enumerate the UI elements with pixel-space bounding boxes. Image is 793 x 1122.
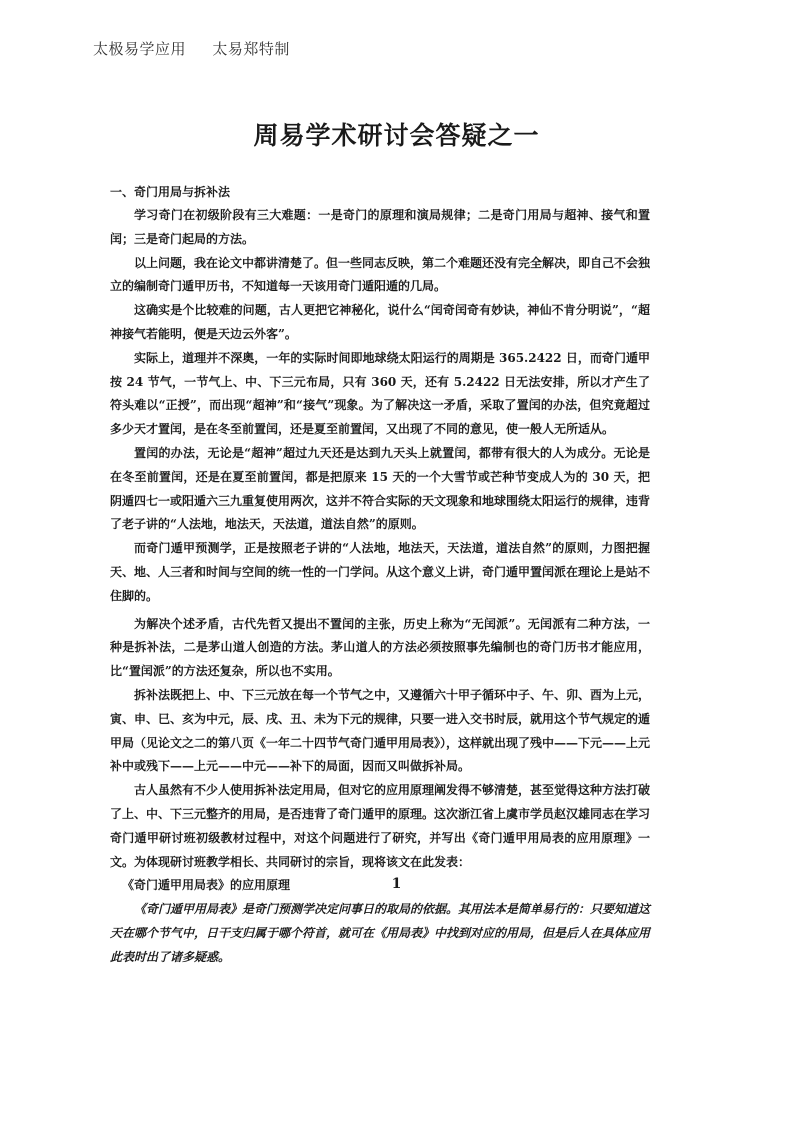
header-note-right: 太易郑特制 (212, 40, 290, 58)
quote-paragraph: 《奇门遁甲用局表》是奇门预测学决定问事日的取局的依据。其用法本是简单易行的：只要知道这天在哪个节气中，日干支归属于哪个符首，就可在《用局表》中找到对应的用局，但是后人在具体应用此表时出了诸多疑惑。 (110, 902, 651, 964)
paragraph-4: 实际上，道理并不深奥，一年的实际时间即地球绕太阳运行的周期是 365.2422 日，而奇门遁甲按 24 节气，一节气上、中、下三元布局，只有 360 天，还有 5.2422 日无法安排，所以才产生了符头难以“正授”，而出现“超神”和“接气”现象。为了解决这一矛盾，采取了置闰的办法，但究竟超过多少天才置闰，是在冬至前置闰，还是夏至前置闰，又出现了不同的意见，使一般人无所适从。 (110, 350, 650, 437)
paragraph-1: 学习奇门在初级阶段有三大难题：一是奇门的原理和演局规律；二是奇门用局与超神、接气和置闰；三是奇门起局的方法。 (110, 208, 650, 246)
subheading: 《奇门遁甲用局表》的应用原理 (122, 878, 291, 893)
paragraph-9: 古人虽然有不少人使用拆补法定用局，但对它的应用原理阐发得不够清楚，甚至觉得这种方法打破了上、中、下三元整齐的用局，是否违背了奇门遁甲的原理。这次浙江省上虞市学员赵汉雄同志在学习奇门遁甲研讨班初级教材过程中，对这个问题进行了研究，并写出《奇门遁甲用局表的应用原理》一文。为体现研讨班教学相长、共同研讨的宗旨，现将该文在此发表： (110, 783, 651, 869)
page-number: 1 (391, 876, 402, 892)
paragraph-6: 而奇门遁甲预测学，正是按照老子讲的“人法地，地法天，天法道，道法自然”的原则，力图把握天、地、人三者和时间与空间的统一性的一门学问。从这个意义上讲，奇门遁甲置闰派在理论上是站不住脚的。 (110, 541, 651, 603)
paragraph-3: 这确实是个比较难的问题，古人更把它神秘化，说什么“闰奇闰奇有妙诀，神仙不肯分明说”，“超神接气若能明，便是天边云外客”。 (110, 303, 650, 341)
section-heading: 一、奇门用局与拆补法 (110, 185, 231, 199)
paragraph-8: 拆补法既把上、中、下三元放在每一个节气之中，又遵循六十甲子循环中子、午、卯、酉为上元，寅、申、巳、亥为中元，辰、戌、丑、未为下元的规律，只要一进入交书时辰，就用这个节气规定的遁甲局（见论文之二的第八页《一年二十四节气奇门遁甲用局表》），这样就出现了残中——下元——上元补中或残下——上元——中元——补下的局面，因而又叫做拆补局。 (110, 687, 651, 774)
paragraph-5: 置闰的办法，无论是“超神”超过九天还是达到九天头上就置闰，都带有很大的人为成分。无论是在冬至前置闰，还是在夏至前置闰，都是把原来 15 天的一个大雪节或芒种节变成人为的 30 天，把阴遁四七一或阳遁六三九重复使用两次，这并不符合实际的天文现象和地球围绕太阳运行的规律，违背了老子讲的“人法地，地法天，天法道，道法自然”的原则。 (110, 445, 651, 532)
header-note-left: 太极易学应用 (93, 40, 187, 58)
header-note (93, 38, 290, 59)
document-body (110, 180, 650, 970)
paragraph-2: 以上问题，我在论文中都讲清楚了。但一些同志反映，第二个难题还没有完全解决，即自己不会独立的编制奇门遁甲历书，不知道每一天该用奇门遁阳遁的几局。 (110, 255, 651, 294)
page-title: 周易学术研讨会答疑之一 (253, 121, 540, 150)
paragraph-7: 为解决个述矛盾，古代先哲又提出不置闰的主张，历史上称为“无闰派”。无闰派有二种方法，一种是拆补法，二是茅山道人创造的方法。茅山道人的方法必须按照事先编制也的奇门历书才能应用，比“置闰派”的方法还复杂，所以也不实用。 (110, 616, 650, 679)
